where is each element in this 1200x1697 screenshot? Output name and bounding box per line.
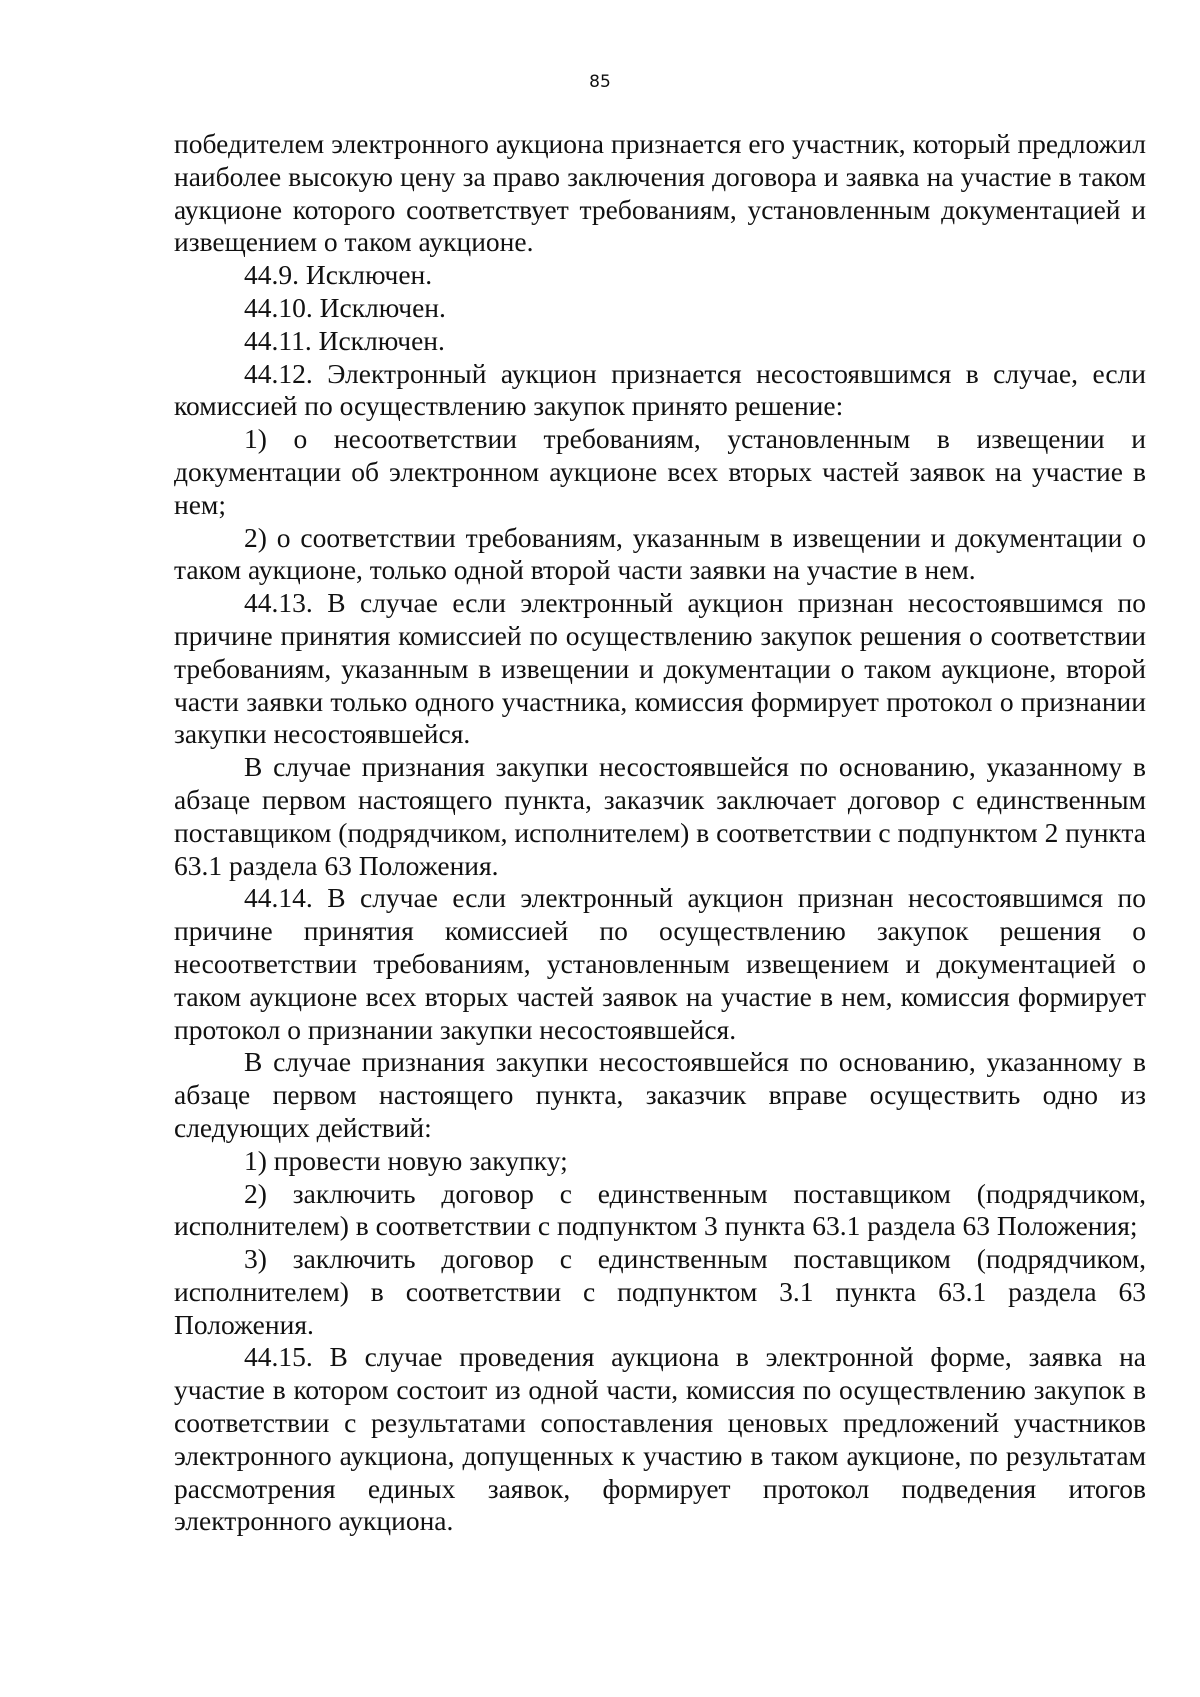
paragraph-44-14: 44.14. В случае если электронный аукцион признан несостоявшимся по причине принятия комиссией по осуществлению закупок решения о несоответствии требованиям, установленным извещением и документацией о таком аукционе всех вторых частей заявок на участие в нем, комиссия формирует протокол о признании закупки несостоявшейся. — [174, 882, 1146, 1045]
list-item-1: 1) о несоответствии требованиям, установленным в извещении и документации об электронном аукционе всех вторых частей заявок на участие в нем; — [174, 423, 1146, 520]
list-item-2: 2) о соответствии требованиям, указанным в извещении и документации о таком аукционе, только одной второй части заявки на участие в нем. — [174, 521, 1146, 586]
list-item-3: 3) заключить договор с единственным поставщиком (подрядчиком, исполнителем) в соответствии с подпунктом 3.1 пункта 63.1 раздела 63 Положения. — [174, 1243, 1146, 1340]
paragraph: В случае признания закупки несостоявшейся по основанию, указанному в абзаце первом настоящего пункта, заказчик заключает договор с единственным поставщиком (подрядчиком, исполнителем) в соответствии с подпунктом 2 пункта 63.1 раздела 63 Положения. — [174, 751, 1146, 881]
document-body — [174, 128, 1146, 1538]
paragraph-44-10: 44.10. Исключен. — [244, 291, 446, 323]
paragraph-44-13: 44.13. В случае если электронный аукцион признан несостоявшимся по причине принятия комиссией по осуществлению закупок решения о соответствии требованиям, указанным в извещении и документации о таком аукционе, второй части заявки только одного участника, комиссия формирует протокол о признании закупки несостоявшейся. — [174, 587, 1146, 750]
paragraph: победителем электронного аукциона признается его участник, который предложил наиболее высокую цену за право заключения договора и заявка на участие в таком аукционе которого соответствует требованиям, установленным документацией и извещением о таком аукционе. — [174, 128, 1146, 258]
paragraph: В случае признания закупки несостоявшейся по основанию, указанному в абзаце первом настоящего пункта, заказчик вправе осуществить одно из следующих действий: — [174, 1046, 1146, 1143]
paragraph-44-11: 44.11. Исключен. — [244, 324, 445, 356]
list-item-2: 2) заключить договор с единственным поставщиком (подрядчиком, исполнителем) в соответствии с подпунктом 3 пункта 63.1 раздела 63 Положения; — [174, 1177, 1146, 1242]
list-item-1: 1) провести новую закупку; — [244, 1144, 568, 1176]
page-number: 85 — [589, 72, 611, 92]
paragraph-44-9: 44.9. Исключен. — [244, 259, 433, 291]
paragraph-44-15: 44.15. В случае проведения аукциона в электронной форме, заявка на участие в котором состоит из одной части, комиссия по осуществлению закупок в соответствии с результатами сопоставления ценовых предложений участников электронного аукциона, допущенных к участию в таком аукционе, по результатам рассмотрения единых заявок, формирует протокол подведения итогов электронного аукциона. — [174, 1341, 1146, 1537]
paragraph-44-12: 44.12. Электронный аукцион признается несостоявшимся в случае, если комиссией по осуществлению закупок принято решение: — [174, 357, 1146, 422]
